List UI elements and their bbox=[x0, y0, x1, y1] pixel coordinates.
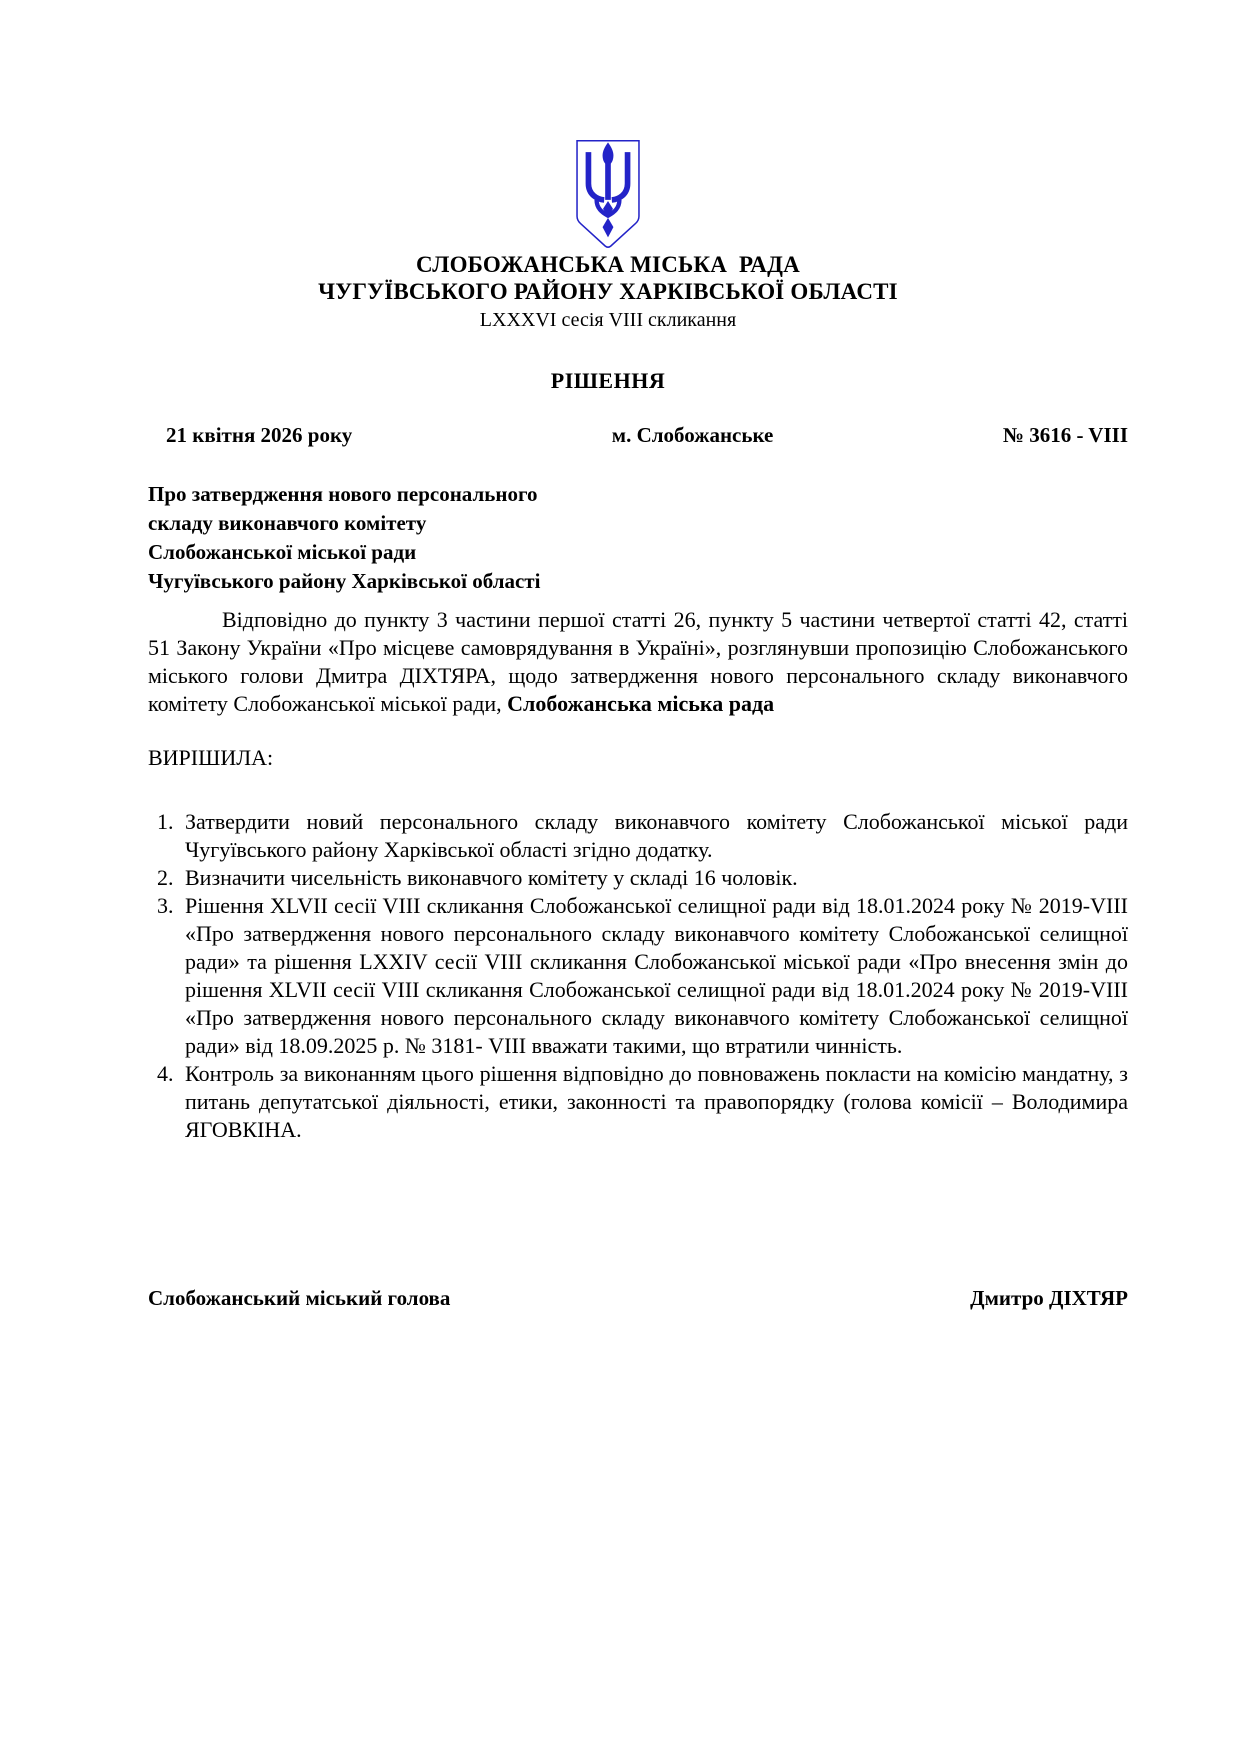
subject-line: Про затвердження нового персонального bbox=[148, 482, 538, 506]
item-number: 2. bbox=[157, 865, 174, 890]
meta-row bbox=[148, 423, 1128, 448]
item-number: 4. bbox=[157, 1061, 174, 1086]
signature-position: Слобожанський міський голова bbox=[148, 1286, 451, 1310]
council-name: СЛОБОЖАНСЬКА МІСЬКА РАДА bbox=[416, 252, 800, 277]
resolved-label: ВИРІШИЛА: bbox=[148, 745, 274, 770]
tryzub-shield-icon bbox=[573, 138, 643, 251]
subject-line: Чугуївського району Харківської області bbox=[148, 569, 541, 593]
document-date: 21 квітня 2026 року bbox=[166, 423, 353, 447]
item-text: Контроль за виконанням цього рішення відповідно до повноважень покласти на комісію мандатну, з питань депутатської діяльності, етики, законності та правопорядку (голова комісії – Володимира ЯГОВКІНА. bbox=[185, 1061, 1128, 1142]
subject-line: Слобожанської міської ради bbox=[148, 540, 417, 564]
list-item bbox=[148, 864, 1128, 892]
item-text: Затвердити новий персонального складу виконавчого комітету Слобожанської міської ради Чугуївського району Харківської області згідно додатку. bbox=[185, 809, 1128, 862]
document-header bbox=[148, 138, 1068, 333]
subject-line: складу виконавчого комітету bbox=[148, 511, 427, 535]
document-number: № 3616 - VIII bbox=[1002, 423, 1128, 447]
item-text: Рішення XLVII сесії VIII скликання Слобожанської селищної ради від 18.01.2024 року № 2019-VIII «Про затвердження нового персонального складу виконавчого комітету Слобожанської селищної ради» та рішення LXXIV сесії VIII скликання Слобожанської міської ради «Про внесення змін до рішення XLVII сесії VIII скликання Слобожанської селищної ради від 18.01.2024 року № 2019-VIII «Про затвердження нового персонального складу виконавчого комітету Слобожанської селищної ради» від 18.09.2025 р. № 3181- VIII вважати такими, що втратили чинність. bbox=[185, 893, 1128, 1058]
document-content bbox=[148, 138, 1128, 1311]
intro-text: Відповідно до пункту 3 частини першої статті 26, пункту 5 частини четвертої статті 42, статті 51 Закону України «Про місцеве самоврядування в Україні», розглянувши пропозицію Слобожанського міського голови Дмитра ДІХТЯРА, щодо затвердження нового персонального складу виконавчого комітету Слобожанської міської ради, bbox=[148, 607, 1128, 716]
subject-block bbox=[148, 480, 768, 596]
council-district: ЧУГУЇВСЬКОГО РАЙОНУ ХАРКІВСЬКОЇ ОБЛАСТІ bbox=[318, 279, 898, 304]
item-text: Визначити чисельність виконавчого комітету у складі 16 чоловік. bbox=[185, 865, 798, 890]
list-item bbox=[148, 808, 1128, 864]
item-number: 3. bbox=[157, 893, 174, 918]
document-place: м. Слобожанське bbox=[611, 423, 774, 447]
intro-paragraph bbox=[148, 606, 1128, 718]
item-number: 1. bbox=[157, 809, 174, 834]
document-title: РІШЕННЯ bbox=[550, 368, 666, 393]
resolution-items bbox=[148, 808, 1128, 1144]
session-line: LXXXVI сесія VIII скликання bbox=[479, 309, 737, 331]
signature-name: Дмитро ДІХТЯР bbox=[970, 1286, 1128, 1310]
list-item bbox=[148, 1060, 1128, 1144]
intro-council-name-bold: Слобожанська міська рада bbox=[507, 691, 775, 716]
list-item bbox=[148, 892, 1128, 1060]
signature-row bbox=[148, 1286, 1128, 1311]
emblem-container bbox=[148, 138, 1068, 251]
